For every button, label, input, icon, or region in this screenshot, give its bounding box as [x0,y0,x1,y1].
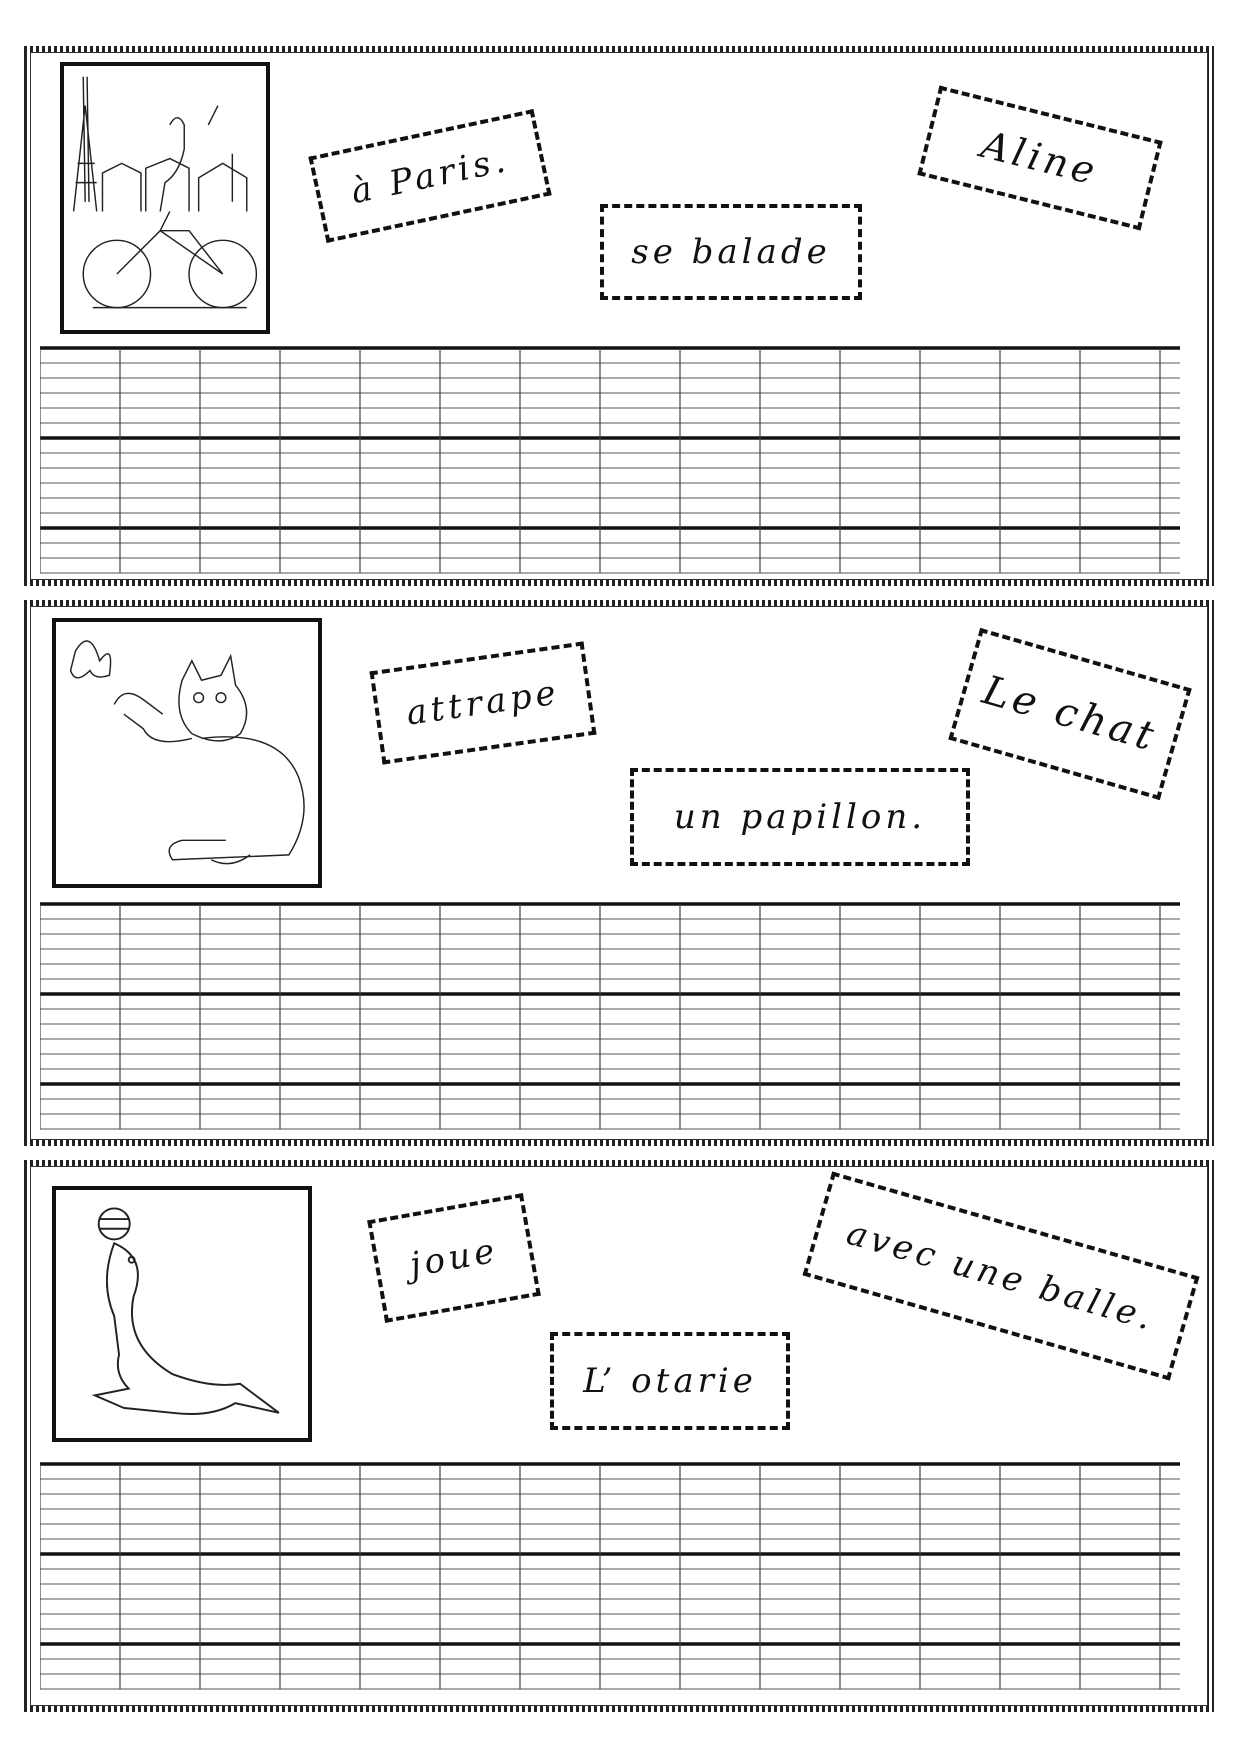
cat-with-butterfly-icon [56,622,318,884]
word-card-l-otarie[interactable] [550,1332,790,1430]
exercise-section-3 [24,1160,1214,1712]
card-text: joue [406,1230,502,1286]
word-card-un-papillon[interactable] [630,768,970,866]
card-text: à Paris. [347,139,513,213]
section-2-illustration [52,618,322,888]
section-1-illustration [60,62,270,334]
card-text: Aline [977,122,1103,194]
exercise-section-2 [24,600,1214,1146]
handwriting-lines-1 [40,342,1178,574]
section-3-illustration [52,1186,312,1442]
eiffel-tower-cyclist-icon [64,66,266,330]
card-text: attrape [403,672,563,734]
card-text: L’ otarie [583,1361,757,1401]
sea-lion-with-ball-icon [56,1190,308,1438]
card-text: avec une balle. [842,1212,1160,1340]
handwriting-lines-3 [40,1458,1178,1690]
card-text: se balade [631,232,831,272]
handwriting-lines-2 [40,898,1178,1130]
exercise-section-1 [24,46,1214,586]
word-card-se-balade[interactable] [600,204,862,300]
card-text: Le chat [977,667,1163,761]
card-text: un papillon. [673,797,927,837]
